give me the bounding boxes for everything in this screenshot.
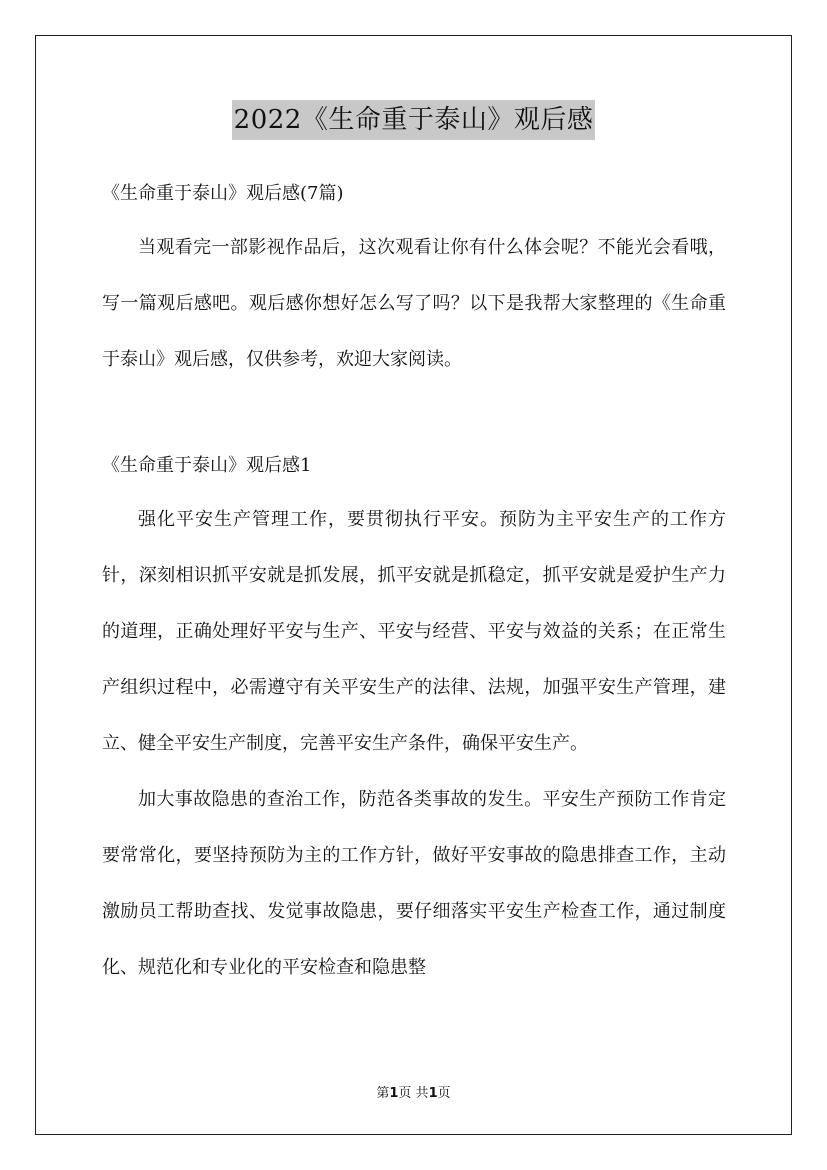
- page-mid: 页 共: [398, 1086, 429, 1101]
- title-container: [0, 100, 827, 140]
- document-title: 2022《生命重于泰山》观后感: [232, 100, 596, 140]
- document-subtitle: 《生命重于泰山》观后感(7篇): [102, 183, 344, 204]
- page-number: 1: [389, 1086, 399, 1101]
- body-paragraph-2: 加大事故隐患的查治工作，防范各类事故的发生。平安生产预防工作肯定要常常化，要坚持预防为主的工作方针，做好平安事故的隐患排查工作，主动激励员工帮助查找、发觉事故隐患，要仔细落实平安生产检查工作，通过制度化、规范化和专业化的平安检查和隐患整: [102, 789, 726, 978]
- body-paragraph-1: 强化平安生产管理工作，要贯彻执行平安。预防为主平安生产的工作方针，深刻相识抓平安就是抓发展，抓平安就是抓稳定，抓平安就是爱护生产力的道理，正确处理好平安与生产、平安与经营、平安与效益的关系；在正常生产组织过程中，必需遵守有关平安生产的法律、法规，加强平安生产管理，建立、健全平安生产制度，完善平安生产条件，确保平安生产。: [102, 509, 726, 754]
- page-footer: [0, 1082, 827, 1101]
- intro-paragraph: 当观看完一部影视作品后，这次观看让你有什么体会呢？不能光会看哦，写一篇观后感吧。观后感你想好怎么写了吗？以下是我帮大家整理的《生命重于泰山》观后感，仅供参考，欢迎大家阅读。: [102, 237, 726, 370]
- page-total: 1: [428, 1086, 438, 1101]
- paragraph-gap: [102, 388, 726, 440]
- section-heading: 《生命重于泰山》观后感1: [102, 455, 312, 476]
- document-body: [102, 168, 726, 996]
- page-prefix: 第: [376, 1086, 390, 1101]
- page-suffix: 页: [437, 1086, 451, 1101]
